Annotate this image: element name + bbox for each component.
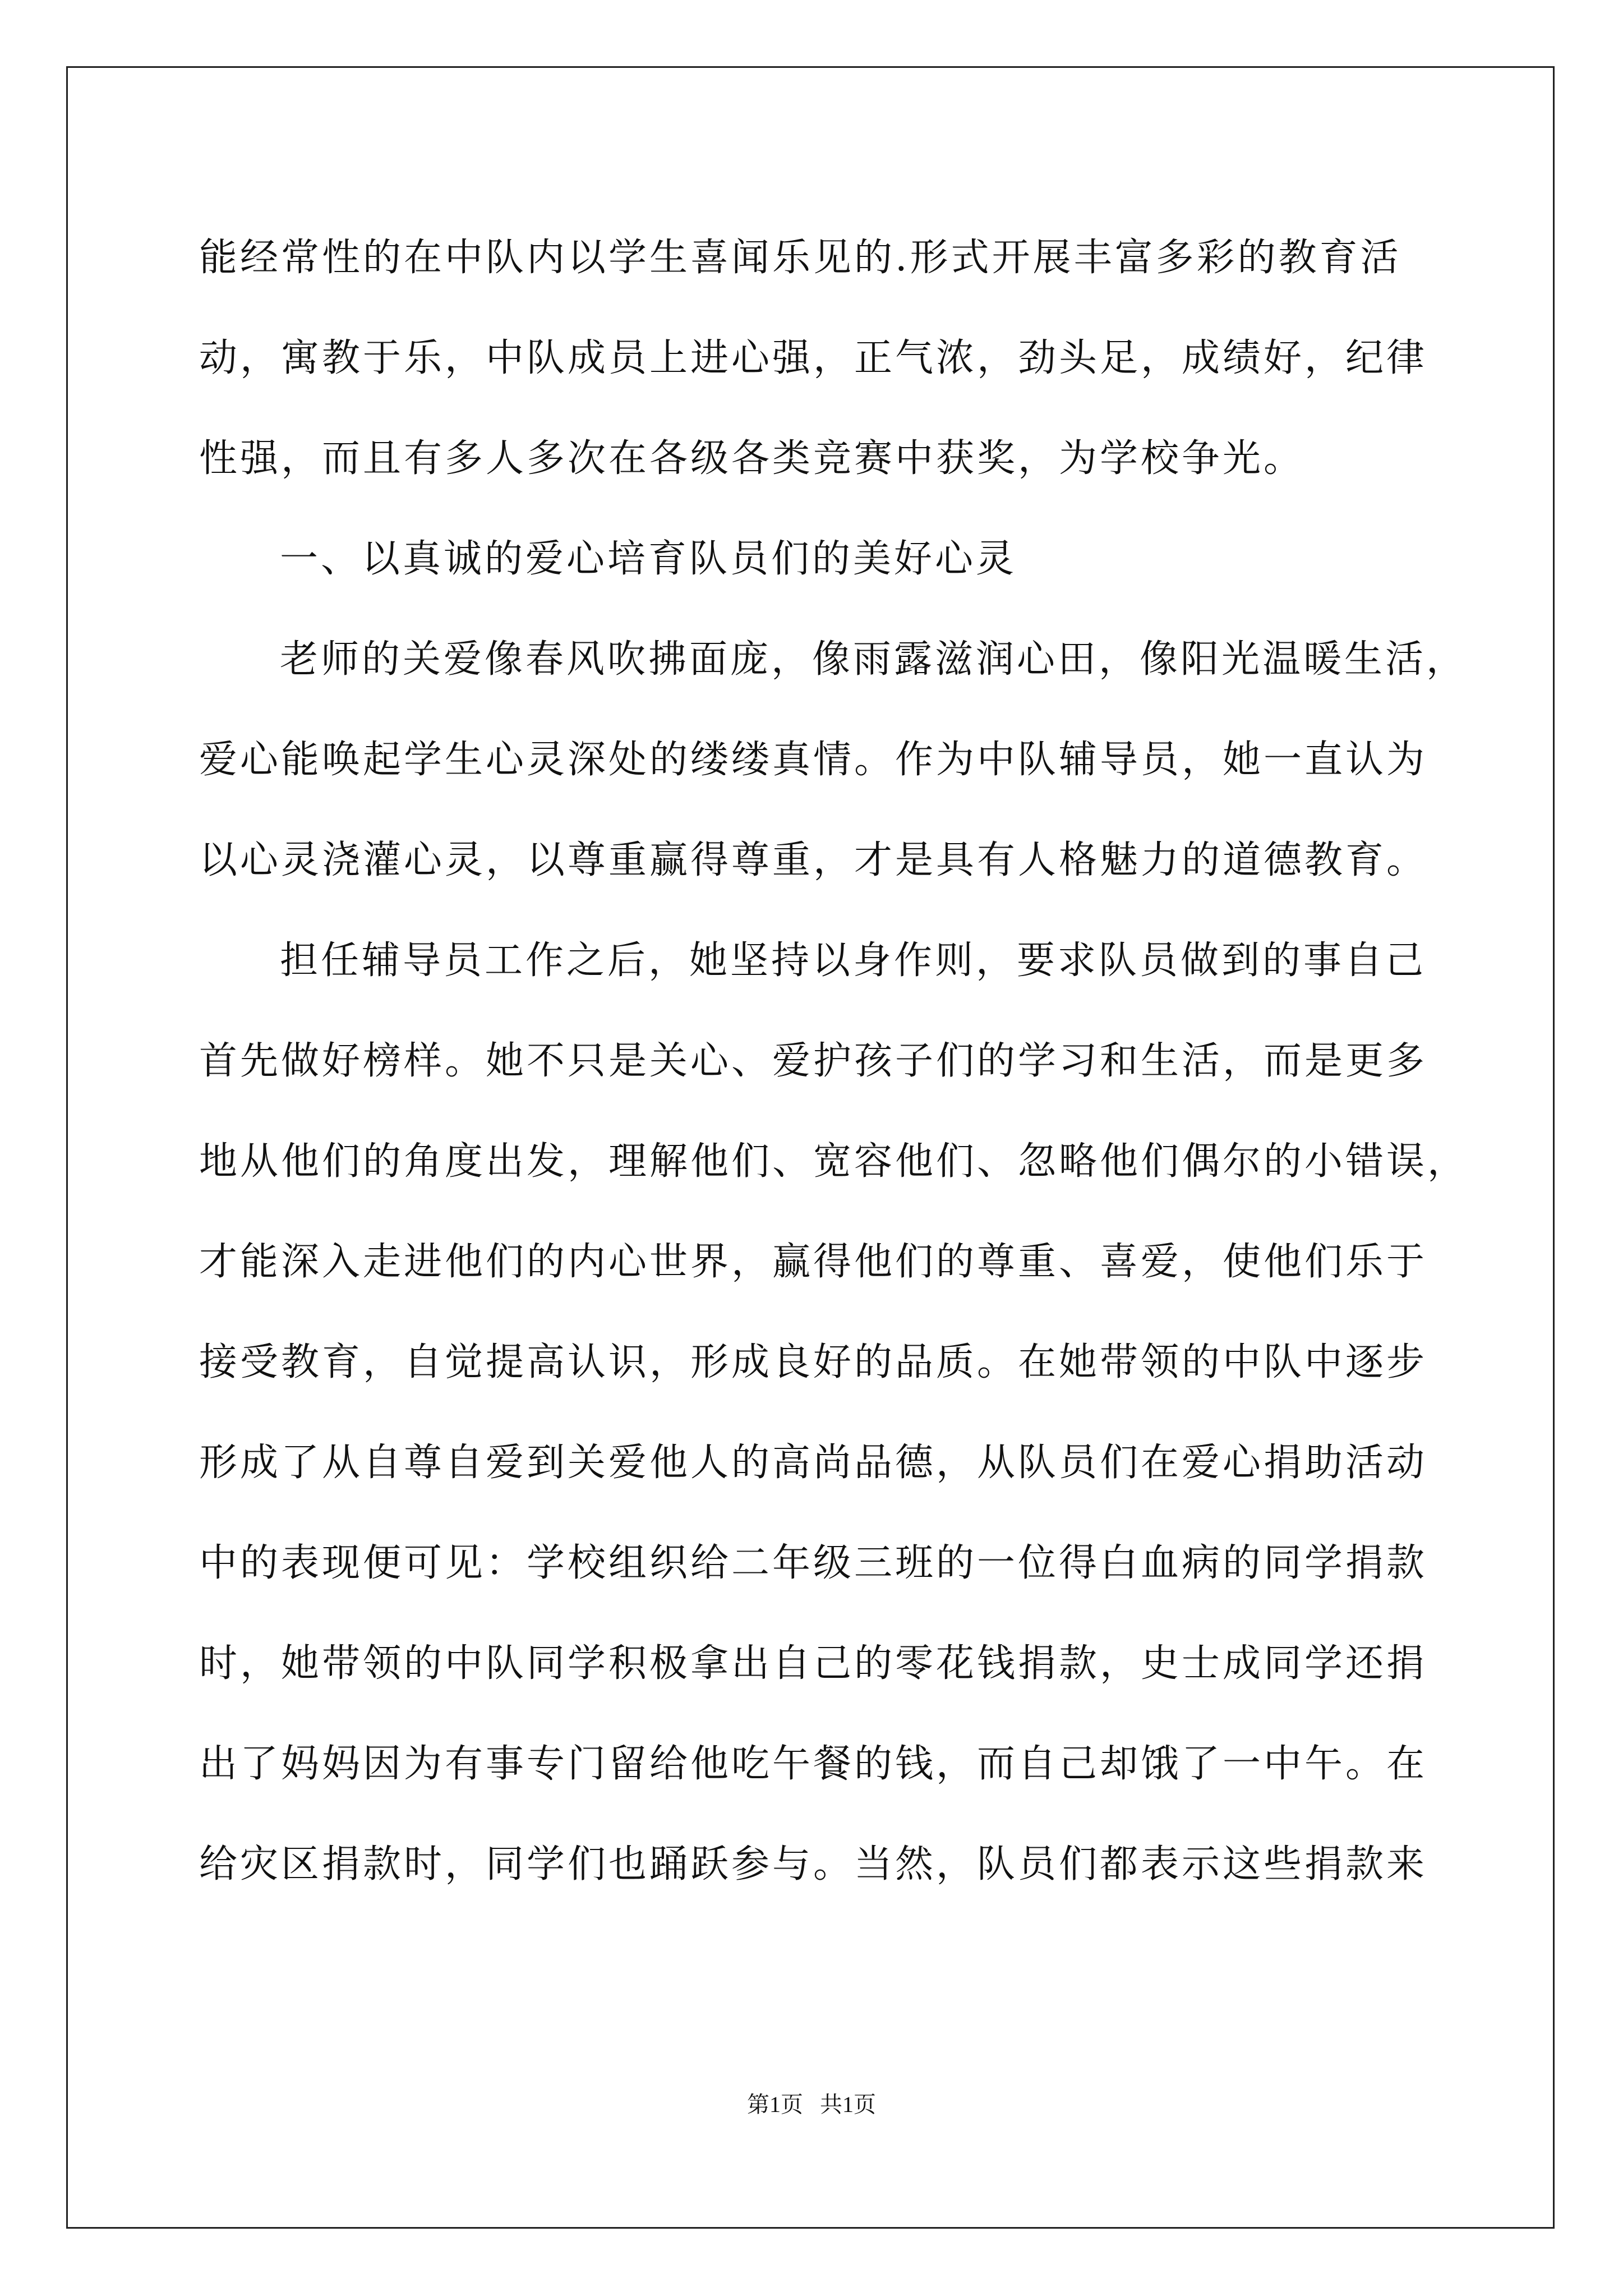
text-line: 老师的关爱像春风吹拂面庞，像雨露滋润心田，像阳光温暖生活， xyxy=(280,637,1468,682)
document-body xyxy=(199,208,1469,1915)
page-footer xyxy=(0,2087,1623,2119)
text-line: 动，寓教于乐，中队成员上进心强，正气浓，劲头足，成绩好，纪律 xyxy=(199,336,1428,380)
text-line: 地从他们的角度出发，理解他们、宽容他们、忽略他们偶尔的小错误， xyxy=(199,1139,1469,1184)
text-line: 能经常性的在中队内以学生喜闻乐见的.形式开展丰富多彩的教育活 xyxy=(199,236,1401,280)
text-line: 给灾区捐款时，同学们也踊跃参与。当然，队员们都表示这些捐款来 xyxy=(199,1842,1428,1887)
text-line: 形成了从自尊自爱到关爱他人的高尚品德，从队员们在爱心捐助活动 xyxy=(199,1441,1428,1485)
page-total: 共1页 xyxy=(820,2092,876,2117)
text-line: 才能深入走进他们的内心世界，赢得他们的尊重、喜爱，使他们乐于 xyxy=(199,1240,1428,1284)
text-line: 爱心能唤起学生心灵深处的缕缕真情。作为中队辅导员，她一直认为 xyxy=(199,738,1428,782)
text-line: 时，她带领的中队同学积极拿出自己的零花钱捐款，史士成同学还捐 xyxy=(199,1641,1428,1686)
text-line: 以心灵浇灌心灵，以尊重赢得尊重，才是具有人格魅力的道德教育。 xyxy=(199,838,1428,882)
text-line: 出了妈妈因为有事专门留给他吃午餐的钱，而自己却饿了一中午。在 xyxy=(199,1742,1428,1786)
text-line: 中的表现便可见：学校组织给二年级三班的一位得白血病的同学捐款 xyxy=(199,1541,1428,1585)
text-line: 接受教育，自觉提高认识，形成良好的品质。在她带领的中队中逐步 xyxy=(199,1340,1428,1384)
text-line: 性强，而且有多人多次在各级各类竞赛中获奖，为学校争光。 xyxy=(199,436,1305,481)
text-line: 担任辅导员工作之后，她坚持以身作则，要求队员做到的事自己 xyxy=(280,938,1427,983)
page-number: 第1页 xyxy=(747,2092,803,2117)
section-heading: 一、以真诚的爱心培育队员们的美好心灵 xyxy=(280,537,1017,581)
text-line: 首先做好榜样。她不只是关心、爱护孩子们的学习和生活，而是更多 xyxy=(199,1039,1428,1083)
